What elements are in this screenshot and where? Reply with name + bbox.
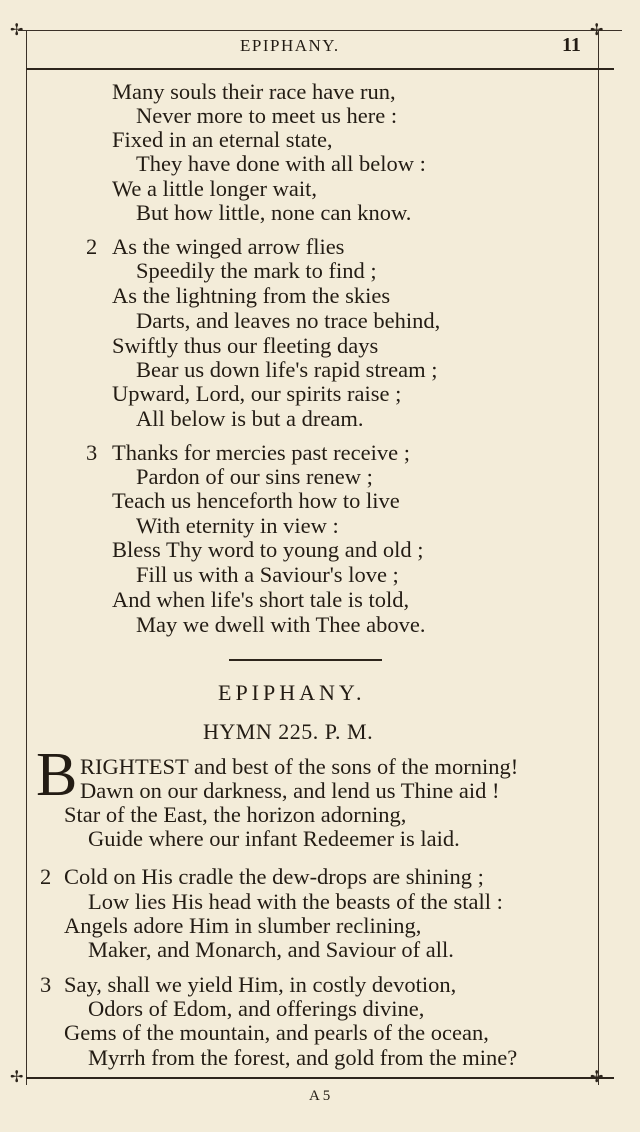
verse-line: As the lightning from the skies (112, 283, 391, 308)
verse-line: Upward, Lord, our spirits raise ; (112, 381, 402, 406)
stanza-number: 3 (40, 972, 52, 997)
left-border-line (26, 30, 27, 1085)
page-number: 11 (562, 34, 581, 56)
verse-line: Odors of Edom, and offerings divine, (88, 996, 425, 1021)
verse-line: Myrrh from the forest, and gold from the mine? (88, 1045, 518, 1070)
corner-ornament-icon: ✢ (590, 20, 604, 39)
stanza-number: 3 (86, 440, 98, 465)
verse-line: Thanks for mercies past receive ; (112, 440, 410, 465)
verse-line: All below is but a dream. (136, 406, 364, 431)
verse-line: And when life's short tale is told, (112, 587, 410, 612)
verse-line: Many souls their race have run, (112, 79, 396, 104)
verse-line: With eternity in view : (136, 513, 339, 538)
verse-line: RIGHTEST and best of the sons of the morning! (80, 754, 519, 779)
header-rule (26, 68, 614, 70)
verse-line: Angels adore Him in slumber reclining, (64, 913, 422, 938)
stanza-number: 2 (86, 234, 98, 259)
corner-ornament-icon: ✢ (10, 20, 24, 39)
verse-line: Gems of the mountain, and pearls of the ocean, (64, 1020, 489, 1045)
verse-line: They have done with all below : (136, 151, 426, 176)
verse-line: We a little longer wait, (112, 176, 317, 201)
drop-cap: B (36, 741, 78, 809)
signature-mark: A 5 (309, 1088, 331, 1104)
verse-line: May we dwell with Thee above. (136, 612, 426, 637)
verse-line: Swiftly thus our fleeting days (112, 333, 379, 358)
verse-line: Fixed in an eternal state, (112, 127, 333, 152)
verse-line: Say, shall we yield Him, in costly devotion, (64, 972, 457, 997)
verse-line: Fill us with a Saviour's love ; (136, 562, 399, 587)
hymn-title: HYMN 225. P. M. (203, 719, 374, 744)
verse-line: Bless Thy word to young and old ; (112, 537, 424, 562)
verse-line: Darts, and leaves no trace behind, (136, 308, 441, 333)
verse-line: Speedily the mark to find ; (136, 258, 377, 283)
verse-line: Dawn on our darkness, and lend us Thine aid ! (80, 778, 500, 803)
corner-ornament-icon: ✢ (10, 1067, 24, 1086)
verse-line: Maker, and Monarch, and Saviour of all. (88, 937, 454, 962)
verse-line: Bear us down life's rapid stream ; (136, 357, 438, 382)
verse-line: As the winged arrow flies (112, 234, 345, 259)
verse-line: Star of the East, the horizon adorning, (64, 802, 407, 827)
running-title: EPIPHANY. (240, 36, 340, 55)
stanza-number: 2 (40, 864, 52, 889)
verse-line: But how little, none can know. (136, 200, 412, 225)
verse-line: Guide where our infant Redeemer is laid. (88, 826, 460, 851)
section-title: EPIPHANY. (218, 680, 366, 705)
section-divider (229, 659, 382, 661)
right-border-line (598, 30, 599, 1085)
verse-line: Teach us henceforth how to live (112, 488, 400, 513)
footer-rule (26, 1077, 614, 1079)
corner-ornament-icon: ✢ (590, 1067, 604, 1086)
verse-line: Never more to meet us here : (136, 103, 398, 128)
verse-line: Cold on His cradle the dew-drops are shining ; (64, 864, 484, 889)
verse-line: Low lies His head with the beasts of the stall : (88, 889, 503, 914)
top-border-line (18, 30, 622, 31)
verse-line: Pardon of our sins renew ; (136, 464, 373, 489)
